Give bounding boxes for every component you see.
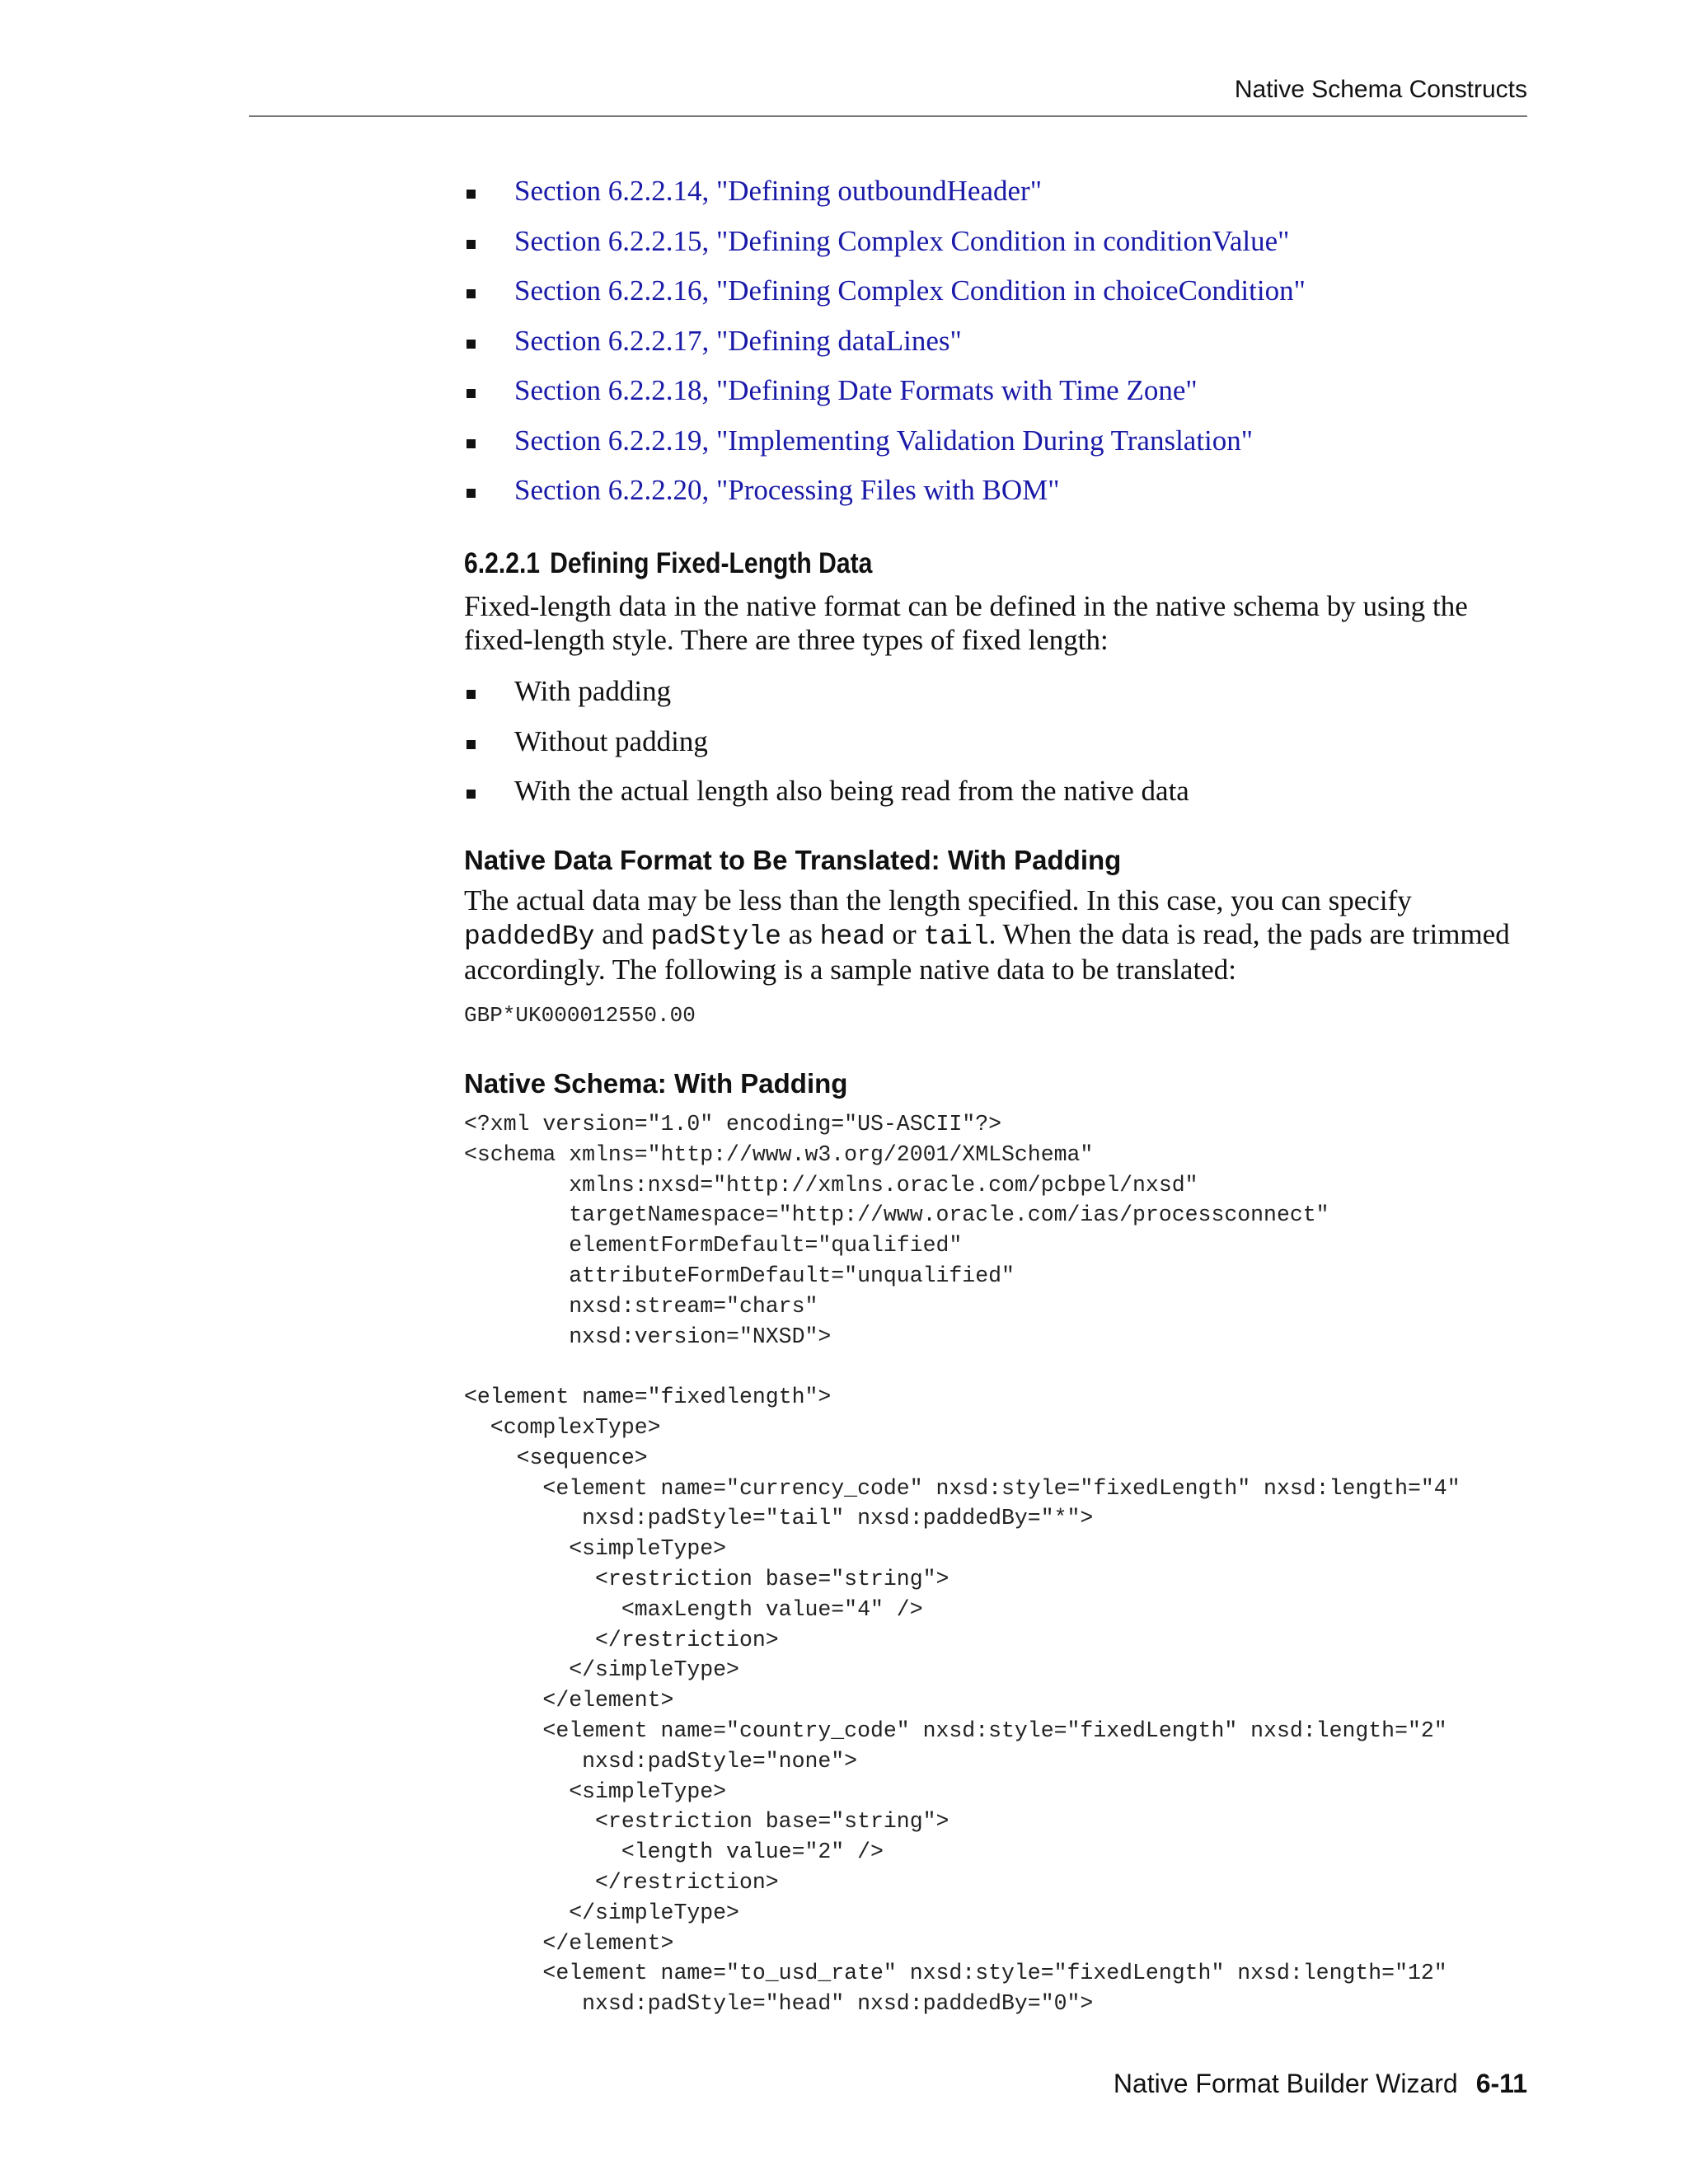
footer-title: Native Format Builder Wizard [1113,2069,1458,2098]
toc-link[interactable]: Section 6.2.2.15, "Defining Complex Condition in conditionValue" [514,224,1290,257]
section-heading [464,547,872,580]
bullet-icon [467,439,476,448]
bullet-icon [467,690,476,699]
schema-code-block: <?xml version="1.0" encoding="US-ASCII"?> <schema xmlns="http://www.w3.org/2001/XMLSchema" xmlns:nxsd="http://xmlns.oracle.com/pcbpel/nxsd" targetNamespace="http://www.oracle.com/ias/processconnect" elementFormDefault="qualified" attributeFormDefault="unqualified" nxsd:stream="chars" nxsd:version="NXSD"> <element name="fixedlength"> <complexType> <sequence> <element name="currency_code" nxsd:style="fixedLength" nxsd:length="4" nxsd:padStyle="tail" nxsd:paddedBy="*"> <simpleType> <restriction base="string"> <maxLength value="4" /> </restriction> </simpleType> </element> <element name="country_code" nxsd:style="fixedLength" nxsd:length="2" nxsd:padStyle="none"> <simpleType> <restriction base="string"> <length value="2" /> </restriction> </simpleType> </element> <element name="to_usd_rate" nxsd:style="fixedLength" nxsd:length="12" nxsd:padStyle="head" nxsd:paddedBy="0"> [464,1112,1461,2017]
section-number: 6.2.2.1 [464,547,541,579]
toc-link[interactable]: Section 6.2.2.20, "Processing Files with BOM" [514,474,1060,506]
paragraph-text: The actual data may be less than the length specified. In this case, you can specify [464,884,1412,916]
bullet-icon [467,790,476,799]
list-item [464,223,1306,260]
list-item [464,372,1306,409]
list-item-text: Without padding [514,724,708,757]
subheading-native-schema: Native Schema: With Padding [464,1068,848,1099]
toc-link-list [464,172,1306,522]
fixed-length-types-list [464,673,1189,823]
list-item-text: With the actual length also being read from the native data [514,775,1189,807]
header-divider [249,115,1527,117]
list-item [464,272,1306,309]
paragraph-text: . When the data is read, the pads are trimmed accordingly. The following is a sample native data to be translated: [464,917,1510,986]
page-number: 6-11 [1475,2069,1527,2098]
bullet-icon [467,740,476,749]
list-item [464,322,1306,359]
list-item [464,422,1306,459]
list-item [464,172,1306,209]
inline-code-tail: tail [923,921,989,952]
bullet-icon [467,389,476,398]
bullet-icon [467,190,476,199]
running-footer [1114,2069,1527,2099]
inline-code-paddedby: paddedBy [464,921,595,952]
padding-paragraph [464,884,1519,987]
bullet-icon [467,289,476,298]
intro-paragraph: Fixed-length data in the native format can be defined in the native schema by using the fixed-length style. There are three types of fixed length: [464,590,1468,656]
sample-native-data: GBP*UK000012550.00 [464,1003,696,1028]
toc-link[interactable]: Section 6.2.2.18, "Defining Date Formats with Time Zone" [514,374,1198,406]
section-title: Defining Fixed-Length Data [550,547,873,579]
list-item [464,723,1189,760]
inline-code-padstyle: padStyle [650,921,781,952]
paragraph-text: or [884,917,924,950]
list-item [464,673,1189,710]
toc-link[interactable]: Section 6.2.2.19, "Implementing Validation During Translation" [514,424,1254,457]
paragraph-text: and [594,917,651,950]
bullet-icon [467,340,476,349]
list-item [464,471,1306,509]
inline-code-head: head [819,921,885,952]
running-header: Native Schema Constructs [1234,76,1527,103]
list-item-text: With padding [514,675,672,707]
toc-link[interactable]: Section 6.2.2.14, "Defining outboundHeader" [514,175,1042,207]
toc-link[interactable]: Section 6.2.2.16, "Defining Complex Condition in choiceCondition" [514,274,1306,307]
bullet-icon [467,240,476,249]
list-item [464,772,1189,809]
toc-link[interactable]: Section 6.2.2.17, "Defining dataLines" [514,324,962,357]
subheading-native-data-format: Native Data Format to Be Translated: With Padding [464,845,1122,875]
paragraph-text: as [781,917,820,950]
bullet-icon [467,489,476,498]
